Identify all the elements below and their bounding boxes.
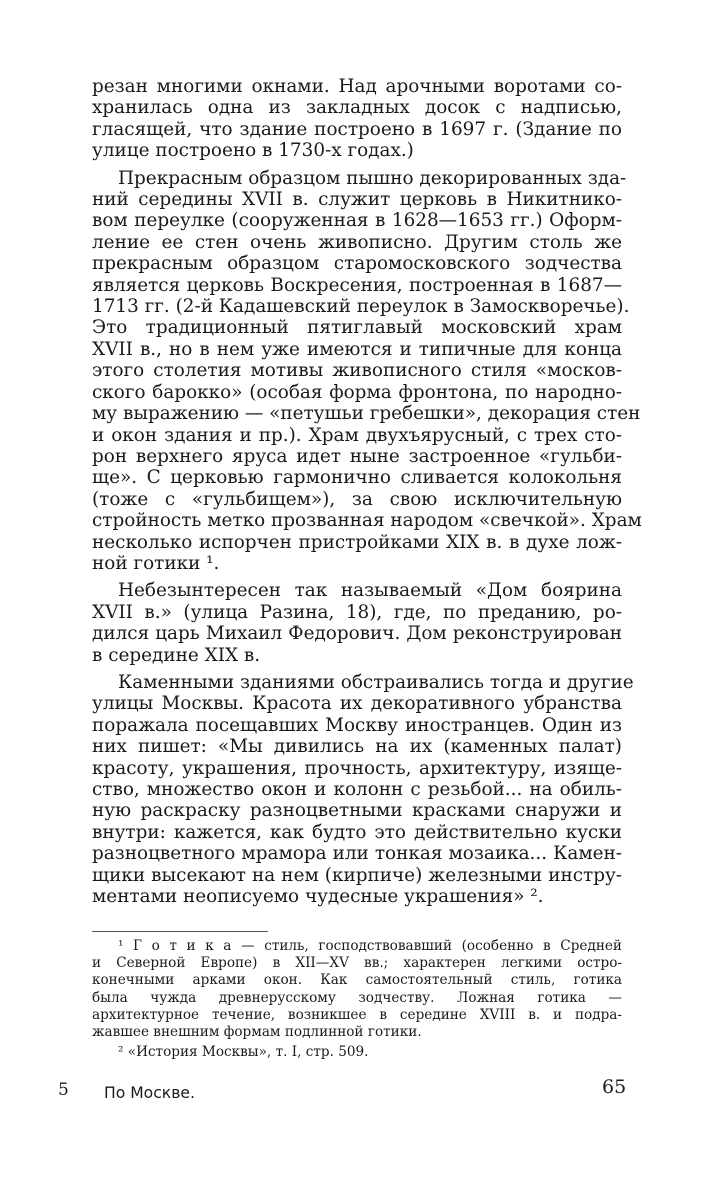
footnote-line: была чужда древнерусскому зодчеству. Ложная готика — <box>92 989 622 1006</box>
footnote-line: конечными арками окон. Как самостоятельный стиль, готика <box>92 972 622 989</box>
text-line: них пишет: «Мы дивились на их (каменных палат) <box>92 736 622 758</box>
text-line: этого столетия мотивы живописного стиля «москов- <box>92 360 622 382</box>
text-line: гласящей, что здание построено в 1697 г. (Здание по <box>92 118 622 140</box>
text-line: несколько испорчен пристройками XIX в. в духе лож- <box>92 531 622 553</box>
footnote-2 <box>92 1044 622 1061</box>
text-line: стройность метко прозванная народом «свечкой». Храм <box>92 510 642 532</box>
text-line: внутри: кажется, как будто это действительно куски <box>92 821 622 843</box>
text-line: ство, множество окон и колонн с резьбой... на обиль- <box>92 779 622 800</box>
text-line: Прекрасным образцом пышно декорированных зда- <box>118 167 627 189</box>
text-line: является церковь Воскресения, построенная в 1687— <box>92 274 622 296</box>
text-line: ную раскраску разноцветными красками снаружи и <box>92 800 622 822</box>
text-line: улице построено в 1730-х годах.) <box>92 140 414 162</box>
paragraph-1 <box>92 76 622 162</box>
text-line: XVII в.» (улица Разина, 18), где, по преданию, ро- <box>92 601 622 623</box>
text-line: щики высекают на нем (кирпиче) железными инстру- <box>92 864 622 886</box>
text-line: вом переулке (сооруженная в 1628—1653 гг.) Оформ- <box>92 210 622 232</box>
footnote-line: архитектурное течение, возникшее в середине XVIII в. и подра- <box>92 1006 622 1023</box>
text-line: Каменными зданиями обстраивались тогда и другие <box>118 671 634 693</box>
text-line: ского барокко» (особая форма фронтона, по народно- <box>92 381 622 403</box>
paragraph-3 <box>92 580 622 666</box>
footnote-line: ¹ Г о т и к а — стиль, господствовавший (особенно в Средней <box>118 938 622 954</box>
footnote-line: и Северной Европе) в XII—XV вв.; характерен легкими остро- <box>92 955 622 972</box>
footnote-divider <box>92 931 268 932</box>
text-line: в середине XIX в. <box>92 644 261 666</box>
paragraph-4 <box>92 671 634 908</box>
text-line: рон верхнего яруса идет ныне застроенное «гульби- <box>92 445 622 467</box>
text-line: резан многими окнами. Над арочными воротами со- <box>92 76 622 97</box>
footnote-line: жавшее внешним формам подлинной готики. <box>92 1024 422 1041</box>
text-line: ний середины XVII в. служит церковь в Никитнико- <box>92 189 622 211</box>
footnotes <box>92 938 622 1061</box>
paragraph-2 <box>92 167 642 575</box>
printer-signature: 5 <box>58 1080 69 1100</box>
text-line: хранилась одна из закладных досок с надписью, <box>92 97 622 119</box>
page-number: 65 <box>602 1076 627 1098</box>
text-line: ление ее стен очень живописно. Другим столь же <box>92 231 622 253</box>
text-line: поражала посещавших Москву иностранцев. Один из <box>92 714 622 736</box>
text-line: красоту, украшения, прочность, архитектуру, изяще- <box>92 757 622 779</box>
text-line: дился царь Михаил Федорович. Дом реконструирован <box>92 623 622 645</box>
text-line: (тоже с «гульбищем»), за свою исключительную <box>92 488 622 510</box>
text-line: и окон здания и пр.). Храм двухъярусный, с трех сто- <box>92 424 622 446</box>
text-line: улицы Москвы. Красота их декоративного убранства <box>92 693 622 715</box>
text-line: разноцветного мрамора или тонкая мозаика... Камен- <box>92 843 622 865</box>
text-line: ментами неописуемо чудесные украшения» ². <box>92 886 544 908</box>
text-line: ной готики ¹. <box>92 552 220 574</box>
footnote-line: ² «История Москвы», т. I, стр. 509. <box>118 1044 369 1061</box>
text-line: XVII в., но в нем уже имеются и типичные для конца <box>92 338 622 360</box>
body-text <box>92 76 642 908</box>
footnote-1 <box>92 938 622 1041</box>
text-line: му выражению — «петушьи гребешки», декорация стен <box>92 403 641 425</box>
text-line: Небезынтересен так называемый «Дом боярина <box>118 580 622 602</box>
text-line: прекрасным образцом старомосковского зодчества <box>92 253 622 275</box>
running-title: По Москве. <box>104 1084 195 1102</box>
text-line: 1713 гг. (2-й Кадашевский переулок в Замоскворечье). <box>92 296 630 318</box>
text-line: ще». С церковью гармонично сливается колокольня <box>92 467 622 489</box>
text-line: Это традиционный пятиглавый московский храм <box>92 317 622 339</box>
